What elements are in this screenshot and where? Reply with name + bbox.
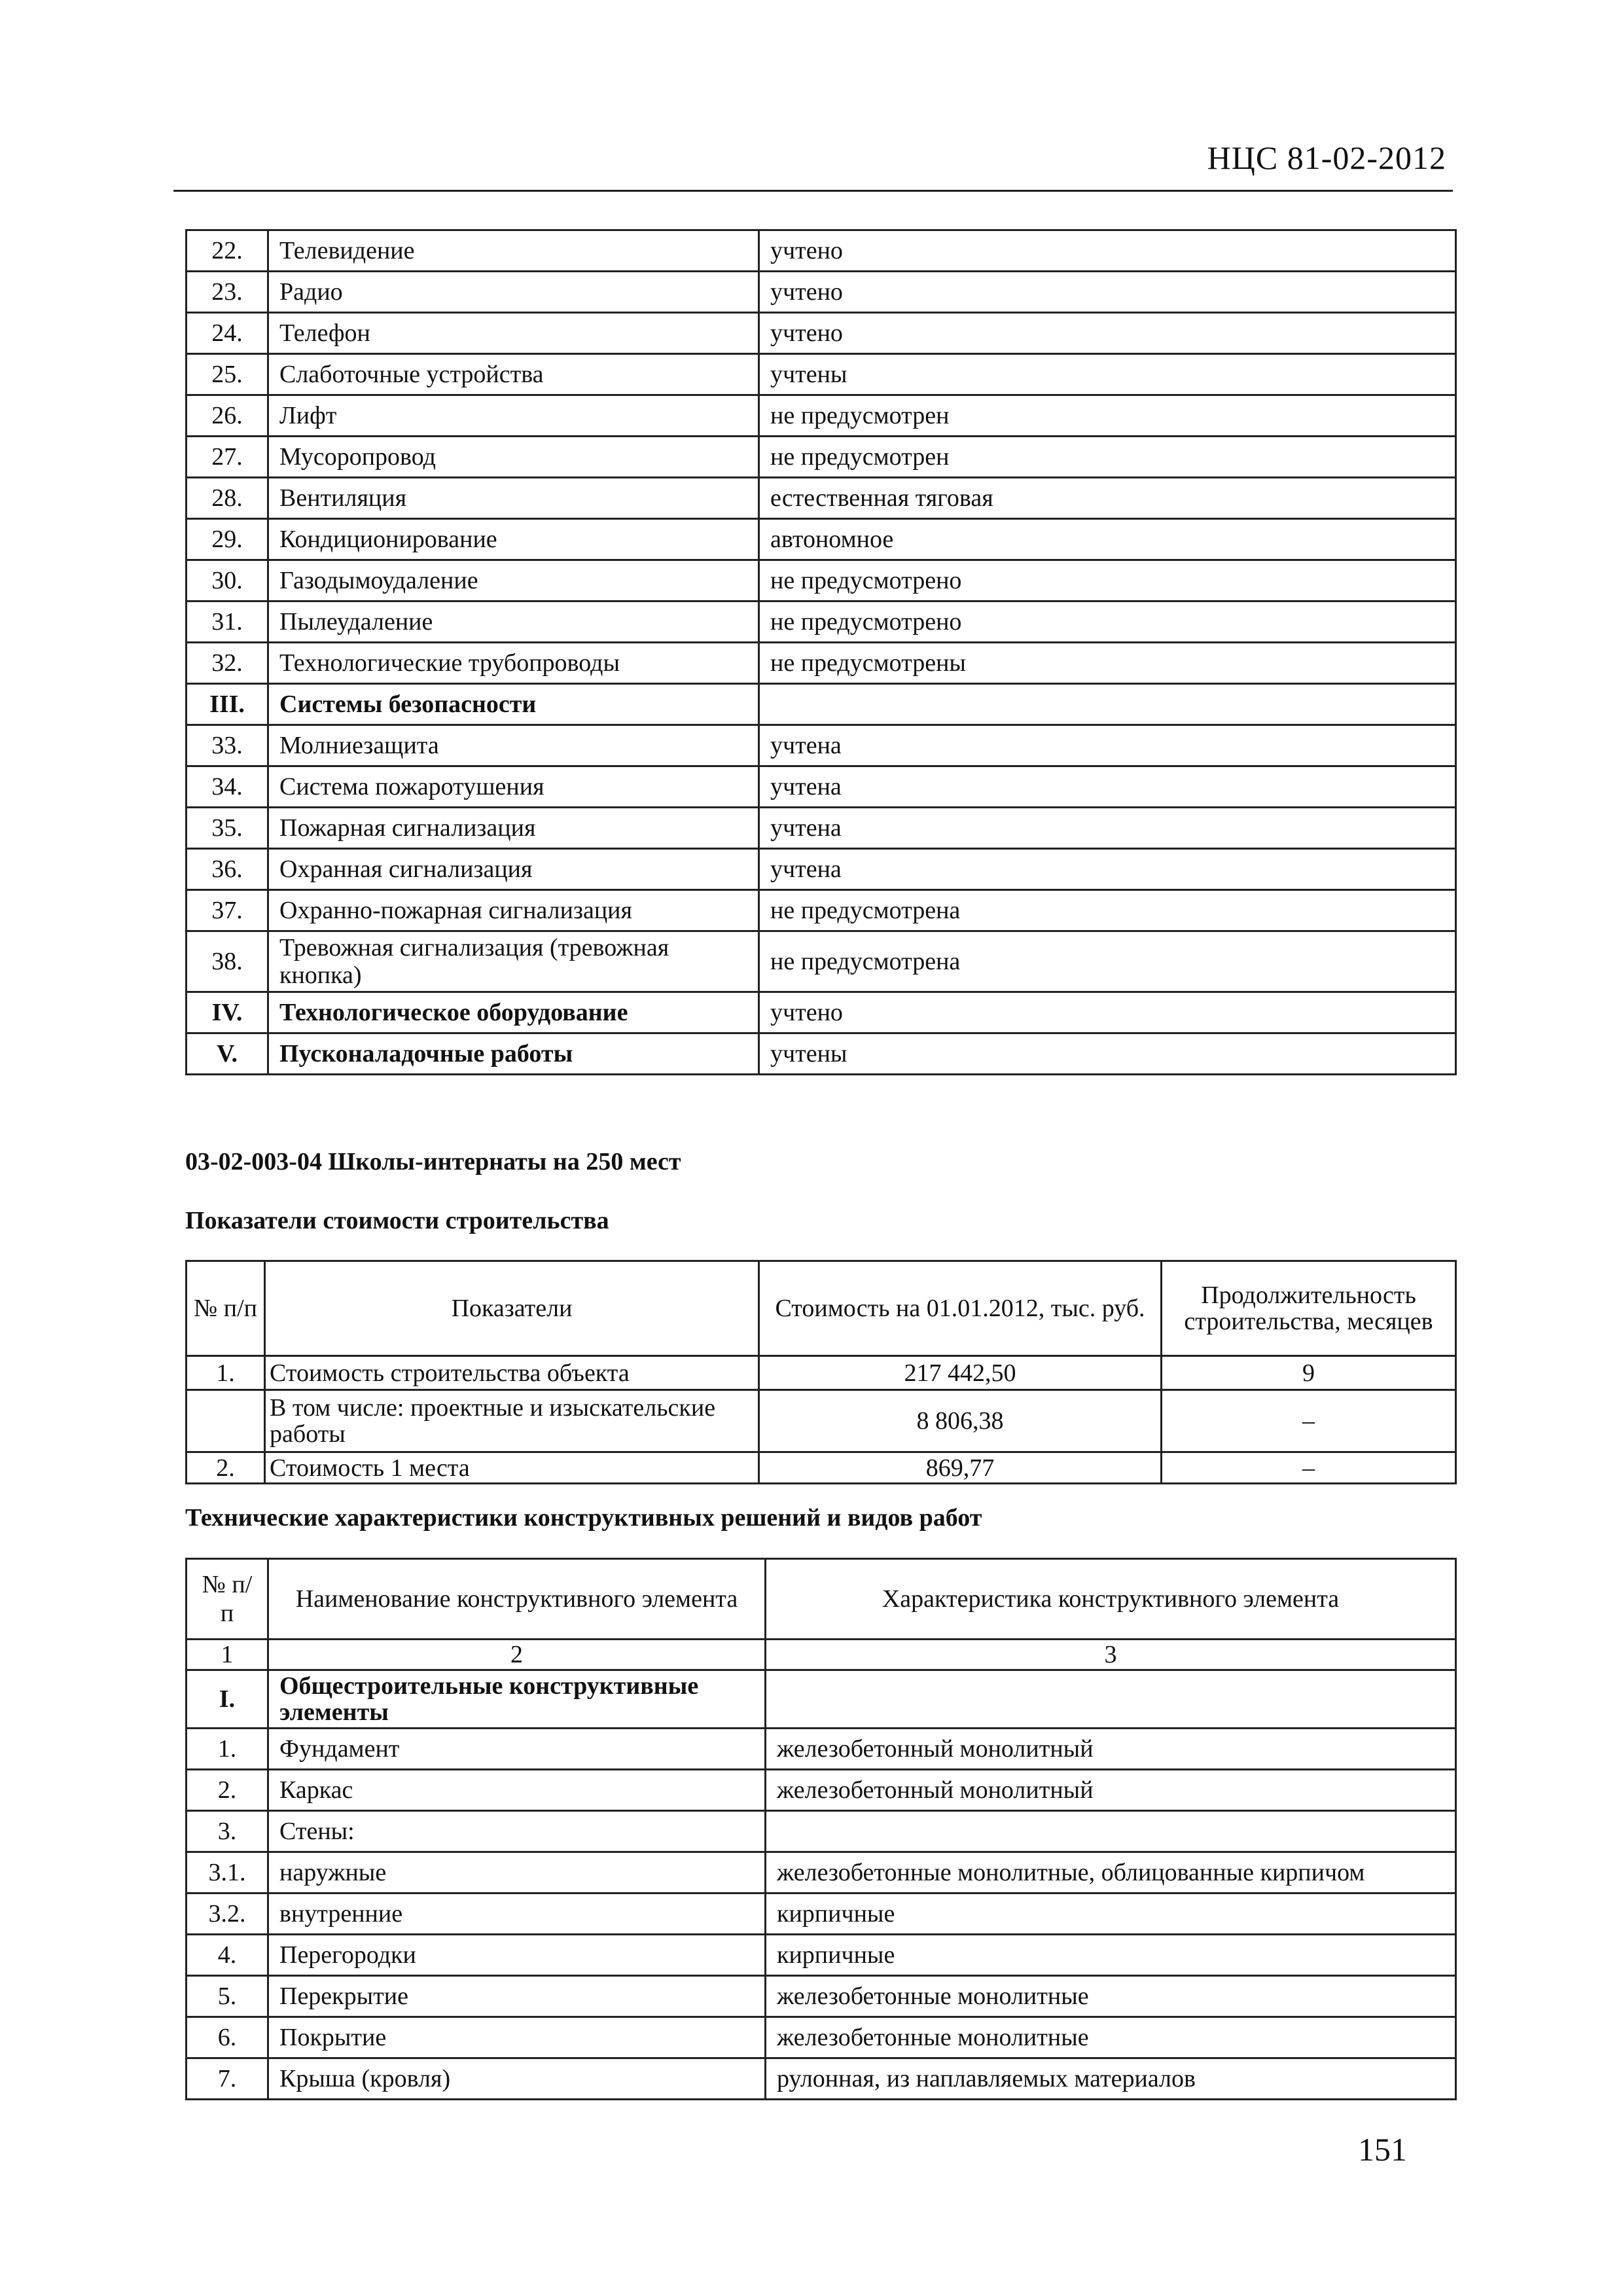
cell-num: 3. xyxy=(187,1811,268,1852)
cell-name: Лифт xyxy=(268,395,759,437)
cell-name: наружные xyxy=(268,1852,766,1893)
cell-duration: 9 xyxy=(1162,1356,1456,1390)
cell-value xyxy=(759,684,1456,725)
cell-num: 28. xyxy=(187,478,268,519)
cell-value: не предусмотрен xyxy=(759,437,1456,478)
cell-duration: – xyxy=(1162,1390,1456,1452)
cell-num: 32. xyxy=(187,643,268,684)
table-row xyxy=(187,519,1456,560)
table-row xyxy=(187,560,1456,601)
document-code: НЦС 81-02-2012 xyxy=(1207,139,1446,176)
table-row xyxy=(187,2058,1456,2100)
header-element-name: Наименование конструктивного элемента xyxy=(268,1559,766,1640)
cell-name: Стены: xyxy=(268,1811,766,1852)
table-row xyxy=(187,725,1456,766)
cell-name: Крыша (кровля) xyxy=(268,2058,766,2100)
structural-elements-table xyxy=(185,1558,1457,2100)
cell-value: учтены xyxy=(759,354,1456,395)
table-row xyxy=(187,1390,1456,1452)
table-row xyxy=(187,890,1456,931)
table-row xyxy=(187,354,1456,395)
cell-num: 38. xyxy=(187,931,268,992)
cell-name: внутренние xyxy=(268,1893,766,1935)
table-row xyxy=(187,272,1456,313)
cell-name: Стоимость строительства объекта xyxy=(265,1356,759,1390)
table-row xyxy=(187,1811,1456,1852)
cell-name: Перекрытие xyxy=(268,1976,766,2017)
cell-value: учтена xyxy=(759,725,1456,766)
cell-num: 3.1. xyxy=(187,1852,268,1893)
cell-value: рулонная, из наплавляемых материалов xyxy=(766,2058,1456,2100)
cell-num: 24. xyxy=(187,313,268,354)
cell-name: Молниезащита xyxy=(268,725,759,766)
cell-value: не предусмотрено xyxy=(759,601,1456,643)
cell-cost: 8 806,38 xyxy=(759,1390,1162,1452)
table-row xyxy=(187,643,1456,684)
header-indicators: Показатели xyxy=(265,1261,759,1356)
cell-cost: 869,77 xyxy=(759,1452,1162,1484)
cell-value: железобетонные монолитные, облицованные кирпичом xyxy=(766,1852,1456,1893)
cell-value: учтено xyxy=(759,992,1456,1033)
cell-num: 1. xyxy=(187,1729,268,1770)
cell-name: Стоимость 1 места xyxy=(265,1452,759,1484)
cell-name: Охранно-пожарная сигнализация xyxy=(268,890,759,931)
table-row xyxy=(187,766,1456,808)
cell-num: 33. xyxy=(187,725,268,766)
cell-name: Технологическое оборудование xyxy=(268,992,759,1033)
cell-name: Кондиционирование xyxy=(268,519,759,560)
cell-value: не предусмотрен xyxy=(759,395,1456,437)
cell-value: учтена xyxy=(759,808,1456,849)
cell-name: Технологические трубопроводы xyxy=(268,643,759,684)
cell-num: III. xyxy=(187,684,268,725)
table-row xyxy=(187,1356,1456,1390)
cell-num: IV. xyxy=(187,992,268,1033)
table-row xyxy=(187,992,1456,1033)
cell-name: Пусконаладочные работы xyxy=(268,1033,759,1075)
cell-num: 5. xyxy=(187,1976,268,2017)
cost-indicators-table xyxy=(185,1260,1457,1484)
cell-value: железобетонный монолитный xyxy=(766,1770,1456,1811)
cell-name: Пылеудаление xyxy=(268,601,759,643)
cell-cost: 217 442,50 xyxy=(759,1356,1162,1390)
cell-value: автономное xyxy=(759,519,1456,560)
cell-value: учтена xyxy=(759,849,1456,890)
page-header xyxy=(173,139,1453,192)
cell-name: Телефон xyxy=(268,313,759,354)
cell-name: Фундамент xyxy=(268,1729,766,1770)
cell-num: V. xyxy=(187,1033,268,1075)
technical-characteristics-heading: Технические характеристики конструктивных решений и видов работ xyxy=(185,1504,982,1532)
header-element-characteristic: Характеристика конструктивного элемента xyxy=(766,1559,1456,1640)
cell-value: учтено xyxy=(759,313,1456,354)
cell-name: Перегородки xyxy=(268,1935,766,1976)
table-row xyxy=(187,601,1456,643)
table-row xyxy=(187,1893,1456,1935)
table-row xyxy=(187,1935,1456,1976)
cell-name: Мусоропровод xyxy=(268,437,759,478)
cost-indicators-heading: Показатели стоимости строительства xyxy=(185,1207,609,1234)
table-row xyxy=(187,808,1456,849)
cell-duration: – xyxy=(1162,1452,1456,1484)
cell-num: 1. xyxy=(187,1356,265,1390)
cell-name: Покрытие xyxy=(268,2017,766,2058)
cell-name: Радио xyxy=(268,272,759,313)
column-number: 2 xyxy=(268,1640,766,1670)
column-number-row xyxy=(187,1640,1456,1670)
cell-value: учтены xyxy=(759,1033,1456,1075)
cell-value: железобетонный монолитный xyxy=(766,1729,1456,1770)
cell-value: не предусмотрена xyxy=(759,931,1456,992)
cell-value: кирпичные xyxy=(766,1893,1456,1935)
cell-num: I. xyxy=(187,1670,268,1729)
page-number: 151 xyxy=(1358,2131,1407,2168)
cell-value xyxy=(766,1811,1456,1852)
cell-name: Тревожная сигнализация (тревожная кнопка) xyxy=(268,931,759,992)
cell-num: 25. xyxy=(187,354,268,395)
table-row xyxy=(187,1770,1456,1811)
table-row xyxy=(187,1729,1456,1770)
cell-num: 2. xyxy=(187,1452,265,1484)
cell-value: не предусмотрены xyxy=(759,643,1456,684)
table-row xyxy=(187,1670,1456,1729)
header-num: № п/п xyxy=(187,1559,268,1640)
header-num: № п/п xyxy=(187,1261,265,1356)
table-row xyxy=(187,1852,1456,1893)
cell-num: 3.2. xyxy=(187,1893,268,1935)
cell-num: 35. xyxy=(187,808,268,849)
cell-name: Каркас xyxy=(268,1770,766,1811)
cell-num: 4. xyxy=(187,1935,268,1976)
cell-value: кирпичные xyxy=(766,1935,1456,1976)
table-row xyxy=(187,230,1456,272)
cell-name: Система пожаротушения xyxy=(268,766,759,808)
cell-num: 27. xyxy=(187,437,268,478)
cell-num: 36. xyxy=(187,849,268,890)
table-header-row xyxy=(187,1559,1456,1640)
cell-name: Газодымоудаление xyxy=(268,560,759,601)
table-row xyxy=(187,931,1456,992)
cell-num: 2. xyxy=(187,1770,268,1811)
cell-num: 6. xyxy=(187,2017,268,2058)
engineering-systems-table xyxy=(185,229,1457,1075)
header-duration: Продолжительность строительства, месяцев xyxy=(1162,1261,1456,1356)
table-row xyxy=(187,1452,1456,1484)
cell-value: не предусмотрено xyxy=(759,560,1456,601)
cell-num: 23. xyxy=(187,272,268,313)
cell-value: естественная тяговая xyxy=(759,478,1456,519)
cell-num: 34. xyxy=(187,766,268,808)
cell-name: Общестроительные конструктивные элементы xyxy=(268,1670,766,1729)
cell-name: Системы безопасности xyxy=(268,684,759,725)
table-header-row xyxy=(187,1261,1456,1356)
cell-name: Вентиляция xyxy=(268,478,759,519)
table-row xyxy=(187,849,1456,890)
table-row xyxy=(187,2017,1456,2058)
table-row xyxy=(187,437,1456,478)
table-row xyxy=(187,395,1456,437)
cell-value: учтено xyxy=(759,272,1456,313)
cell-num: 29. xyxy=(187,519,268,560)
cell-value: железобетонные монолитные xyxy=(766,1976,1456,2017)
cell-value: не предусмотрена xyxy=(759,890,1456,931)
cell-value xyxy=(766,1670,1456,1729)
cell-num: 31. xyxy=(187,601,268,643)
cell-num: 7. xyxy=(187,2058,268,2100)
column-number: 3 xyxy=(766,1640,1456,1670)
column-number: 1 xyxy=(187,1640,268,1670)
table-row xyxy=(187,313,1456,354)
cell-value: учтена xyxy=(759,766,1456,808)
cell-name: Пожарная сигнализация xyxy=(268,808,759,849)
cell-name: Слаботочные устройства xyxy=(268,354,759,395)
table-row xyxy=(187,1976,1456,2017)
cell-num: 26. xyxy=(187,395,268,437)
cell-name: Телевидение xyxy=(268,230,759,272)
table-row xyxy=(187,478,1456,519)
cell-name: Охранная сигнализация xyxy=(268,849,759,890)
cell-num: 30. xyxy=(187,560,268,601)
cell-num: 37. xyxy=(187,890,268,931)
table-row xyxy=(187,1033,1456,1075)
cell-name: В том числе: проектные и изыскательские работы xyxy=(265,1390,759,1452)
cell-num: 22. xyxy=(187,230,268,272)
cell-num xyxy=(187,1390,265,1452)
table-row xyxy=(187,684,1456,725)
section-title: 03-02-003-04 Школы-интернаты на 250 мест xyxy=(185,1148,681,1175)
cell-value: учтено xyxy=(759,230,1456,272)
cell-value: железобетонные монолитные xyxy=(766,2017,1456,2058)
header-cost: Стоимость на 01.01.2012, тыс. руб. xyxy=(759,1261,1162,1356)
